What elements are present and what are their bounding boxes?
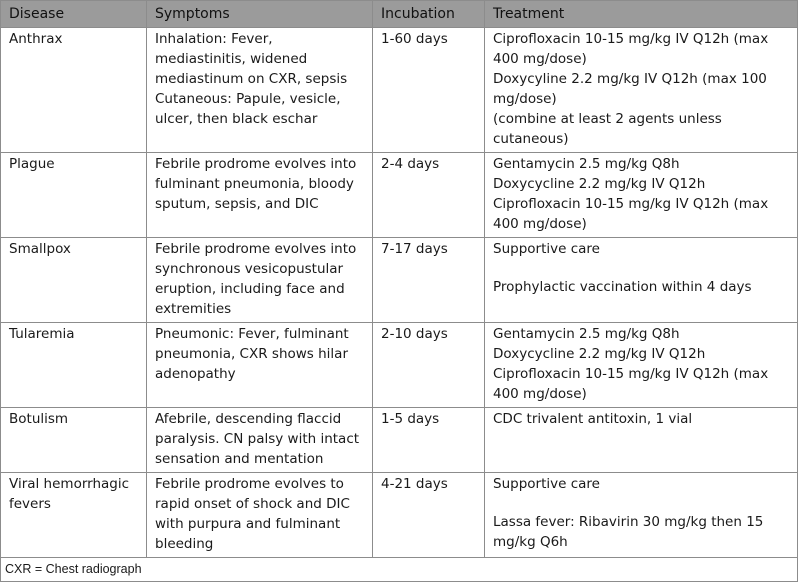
treatment-cell [485,323,798,408]
incubation-cell: 1-60 days [373,28,485,153]
spacer [493,494,789,512]
treatment-line: Gentamycin 2.5 mg/kg Q8h [493,156,680,172]
treatment-line: Prophylactic vaccination within 4 days [493,279,752,295]
incubation-cell: 2-10 days [373,323,485,408]
disease-cell: Anthrax [1,28,147,153]
incubation-cell: 7-17 days [373,238,485,323]
incubation-cell: 2-4 days [373,153,485,238]
treatment-line: Ciprofloxacin 10-15 mg/kg IV Q12h (max 400 mg/dose) [493,31,769,67]
symptoms-cell: Febrile prodrome evolves to rapid onset of shock and DIC with purpura and fulminant bleeding [147,473,373,558]
header-row [1,1,798,28]
symptoms-cell: Afebrile, descending flaccid paralysis. CN palsy with intact sensation and mentation [147,408,373,473]
symptoms-cell [147,28,373,153]
disease-cell: Viral hemorrhagic fevers [1,473,147,558]
table-row [1,473,798,558]
footnote-row [1,558,798,582]
treatment-line: (combine at least 2 agents unless cutaneous) [493,111,722,147]
treatment-line: Gentamycin 2.5 mg/kg Q8h [493,326,680,342]
treatment-cell [485,238,798,323]
table-row [1,153,798,238]
symptoms-text: Cutaneous: Papule, vesicle, ulcer, then black eschar [155,91,341,127]
disease-cell: Smallpox [1,238,147,323]
header-incubation: Incubation [373,1,485,28]
header-symptoms: Symptoms [147,1,373,28]
spacer [493,259,789,277]
symptoms-cell: Febrile prodrome evolves into fulminant pneumonia, bloody sputum, sepsis, and DIC [147,153,373,238]
treatment-line: Doxycycline 2.2 mg/kg IV Q12h [493,176,706,192]
treatment-line: Doxycyline 2.2 mg/kg IV Q12h (max 100 mg/dose) [493,71,767,107]
treatment-line: Lassa fever: Ribavirin 30 mg/kg then 15 mg/kg Q6h [493,514,764,550]
treatment-line: Ciprofloxacin 10-15 mg/kg IV Q12h (max 400 mg/dose) [493,366,769,402]
incubation-cell: 1-5 days [373,408,485,473]
table-row [1,323,798,408]
header-treatment: Treatment [485,1,798,28]
treatment-line: Doxycycline 2.2 mg/kg IV Q12h [493,346,706,362]
symptoms-cell: Febrile prodrome evolves into synchronous vesicopustular eruption, including face and extremities [147,238,373,323]
treatment-line: CDC trivalent antitoxin, 1 vial [493,411,693,427]
treatment-cell [485,153,798,238]
treatment-cell [485,28,798,153]
footnote: CXR = Chest radiograph [1,558,798,582]
table-row [1,408,798,473]
symptoms-cell: Pneumonic: Fever, fulminant pneumonia, CXR shows hilar adenopathy [147,323,373,408]
treatment-cell [485,473,798,558]
disease-cell: Plague [1,153,147,238]
header-disease: Disease [1,1,147,28]
disease-cell: Botulism [1,408,147,473]
disease-cell: Tularemia [1,323,147,408]
treatment-cell [485,408,798,473]
symptoms-text: Inhalation: Fever, mediastinitis, widened mediastinum on CXR, sepsis [155,31,348,87]
table-row [1,28,798,153]
incubation-cell: 4-21 days [373,473,485,558]
treatment-line: Ciprofloxacin 10-15 mg/kg IV Q12h (max 400 mg/dose) [493,196,769,232]
table-row [1,238,798,323]
treatment-line: Supportive care [493,476,600,492]
treatment-line: Supportive care [493,241,600,257]
